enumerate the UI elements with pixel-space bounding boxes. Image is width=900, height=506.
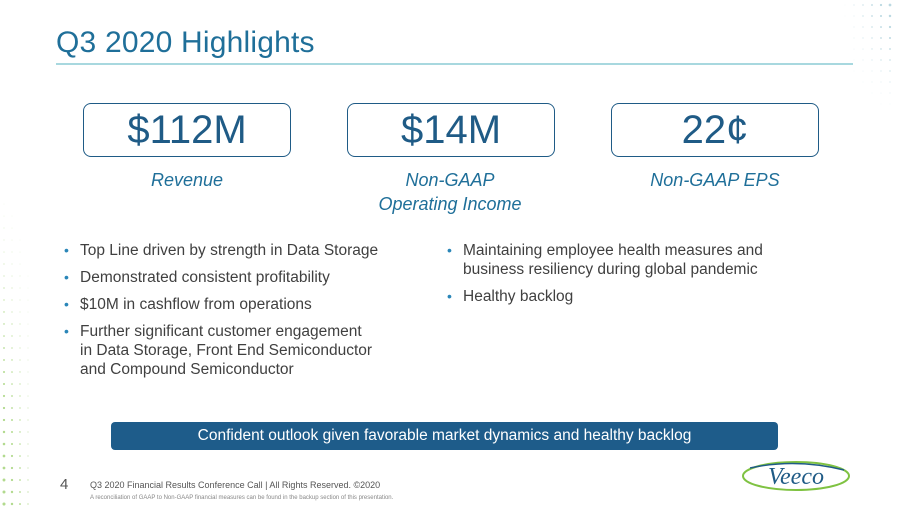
metric-eps-label: Non-GAAP EPS — [650, 170, 780, 190]
decorative-dot — [881, 82, 882, 83]
decorative-dot — [11, 359, 12, 360]
decorative-dot — [28, 324, 29, 325]
decorative-dot — [854, 16, 855, 17]
decorative-dot — [11, 395, 13, 397]
decorative-dot — [3, 383, 5, 385]
veeco-logo-icon — [740, 456, 852, 496]
decorative-dot — [872, 60, 873, 61]
decorative-dot — [3, 455, 6, 458]
decorative-dot — [3, 323, 4, 324]
decorative-dot — [3, 431, 5, 433]
decorative-dot — [28, 384, 29, 385]
decorative-dot — [863, 60, 864, 61]
decorative-dot — [20, 288, 21, 289]
decorative-dot — [880, 26, 882, 28]
decorative-dot — [27, 479, 28, 480]
decorative-dot — [3, 335, 5, 337]
decorative-dot — [11, 383, 13, 385]
decorative-dot — [890, 93, 891, 94]
decorative-dot — [20, 324, 21, 325]
decorative-dot — [3, 359, 5, 361]
decorative-dot — [12, 228, 13, 229]
decorative-dot — [863, 49, 864, 50]
footer-note: A reconciliation of GAAP to Non-GAAP financial measures can be found in the backup section of this presentation. — [90, 495, 394, 501]
decorative-dot — [889, 26, 891, 28]
outlook-banner: Confident outlook given favorable market dynamics and healthy backlog — [111, 422, 778, 450]
decorative-dot — [11, 407, 13, 409]
decorative-dot — [871, 26, 872, 27]
decorative-dot — [880, 4, 882, 6]
decorative-dot — [880, 15, 882, 17]
metric-operating-income-box: $14M — [347, 103, 555, 157]
decorative-dot — [881, 93, 882, 94]
decorative-dot — [3, 443, 6, 446]
decorative-dot — [863, 38, 864, 39]
decorative-dot — [871, 4, 873, 6]
bullet-list-right — [445, 241, 825, 314]
decorative-dot — [880, 37, 882, 39]
decorative-dot — [862, 15, 863, 16]
decorative-dot — [28, 408, 29, 409]
decorative-dot — [28, 336, 29, 337]
decorative-dot — [872, 82, 873, 83]
decorative-dot — [19, 359, 20, 360]
decorative-dot — [3, 371, 5, 373]
decorative-dot — [11, 371, 13, 373]
decorative-dot — [3, 491, 6, 494]
decorative-dot — [889, 59, 890, 60]
decorative-dot — [28, 432, 29, 433]
page-title: Q3 2020 Highlights — [56, 26, 315, 59]
decorative-dot — [19, 371, 20, 372]
decorative-dot — [3, 347, 5, 349]
decorative-dot — [19, 431, 20, 432]
decorative-dot — [20, 264, 21, 265]
decorative-dot — [19, 479, 21, 481]
decorative-dot — [27, 443, 28, 444]
decorative-dot — [19, 383, 20, 384]
decorative-dot — [11, 323, 12, 324]
decorative-dot — [11, 335, 12, 336]
decorative-dot — [889, 70, 890, 71]
decorative-dot — [3, 395, 5, 397]
decorative-dot — [4, 228, 5, 229]
logo-wordmark: Veeco — [768, 464, 824, 490]
decorative-dot — [28, 420, 29, 421]
decorative-dot — [11, 311, 12, 312]
title-divider — [56, 63, 853, 65]
page-number: 4 — [60, 476, 69, 493]
list-item: • $10M in cashflow from operations — [62, 295, 422, 314]
decorative-dot — [28, 360, 29, 361]
decorative-dot — [19, 503, 21, 505]
decorative-dot — [871, 15, 873, 17]
list-item: • Further significant customer engagement in Data Storage, Front End Semiconductor and Compound Semiconductor — [62, 322, 422, 379]
decorative-dot — [3, 407, 5, 409]
metric-revenue-box: $112M — [83, 103, 291, 157]
decorative-dot — [854, 27, 855, 28]
decorative-dot — [19, 419, 20, 420]
decorative-dot — [19, 455, 21, 457]
decorative-dot — [11, 419, 13, 421]
decorative-dot — [28, 312, 29, 313]
decorative-dot — [28, 396, 29, 397]
decorative-dot — [889, 4, 892, 7]
decorative-dot — [28, 348, 29, 349]
decorative-dot — [19, 347, 20, 348]
decorative-dot — [889, 37, 891, 39]
list-item: • Maintaining employee health measures and business resiliency during global pandemic — [445, 241, 825, 279]
decorative-dot — [19, 407, 20, 408]
bullet-list-left — [62, 241, 422, 387]
decorative-dot — [12, 276, 13, 277]
decorative-dot — [880, 70, 881, 71]
list-item: • Healthy backlog — [445, 287, 825, 306]
decorative-dot — [27, 467, 28, 468]
decorative-dot — [871, 37, 872, 38]
decorative-dot — [11, 455, 13, 457]
decorative-dot — [854, 5, 855, 6]
decorative-dot — [19, 467, 21, 469]
decorative-dot — [872, 71, 873, 72]
decorative-dot — [11, 347, 12, 348]
decorative-dot — [20, 300, 21, 301]
footer-text: Q3 2020 Financial Results Conference Call | All Rights Reserved. ©2020 — [90, 480, 381, 490]
decorative-dot — [3, 287, 4, 288]
decorative-dot — [11, 299, 12, 300]
decorative-dot — [863, 71, 864, 72]
decorative-dot — [11, 479, 13, 481]
list-item: • Top Line driven by strength in Data Storage — [62, 241, 422, 260]
decorative-dot — [862, 4, 863, 5]
decorative-dot — [27, 455, 28, 456]
decorative-dot — [12, 288, 13, 289]
decorative-dot — [12, 240, 13, 241]
decorative-dot — [11, 503, 13, 505]
decorative-dot — [3, 299, 4, 300]
decorative-dot — [19, 491, 21, 493]
decorative-dot — [11, 467, 13, 469]
decorative-dot — [862, 26, 863, 27]
decorative-dot — [20, 252, 21, 253]
decorative-dot — [28, 300, 29, 301]
decorative-dot — [3, 419, 5, 421]
decorative-dot — [19, 443, 21, 445]
decorative-dot — [854, 49, 855, 50]
decorative-dot — [11, 443, 13, 445]
decorative-dot — [27, 491, 28, 492]
decorative-dot — [20, 336, 21, 337]
decorative-dot — [12, 252, 13, 253]
decorative-dot — [20, 276, 21, 277]
metric-operating-income-label: Non-GAAP Operating Income — [378, 170, 522, 214]
decorative-dot — [4, 240, 5, 241]
decorative-dot — [12, 264, 13, 265]
decorative-dot — [19, 395, 20, 396]
list-item: • Demonstrated consistent profitability — [62, 268, 422, 287]
decorative-dot — [3, 467, 6, 470]
decorative-dot — [3, 479, 6, 482]
decorative-dot — [27, 503, 28, 504]
decorative-dot — [889, 48, 891, 50]
decorative-dot — [890, 82, 891, 83]
decorative-dots-right — [830, 0, 900, 130]
decorative-dot — [4, 216, 5, 217]
decorative-dot — [11, 431, 13, 433]
decorative-dot — [20, 312, 21, 313]
decorative-dot — [2, 502, 5, 505]
metric-eps-box: 22¢ — [611, 103, 819, 157]
metric-revenue-label: Revenue — [150, 170, 224, 190]
decorative-dot — [11, 491, 13, 493]
decorative-dot — [3, 311, 4, 312]
decorative-dot — [4, 264, 5, 265]
decorative-dot — [889, 15, 891, 17]
decorative-dot — [4, 252, 5, 253]
decorative-dot — [28, 372, 29, 373]
decorative-dots-left — [0, 150, 40, 506]
decorative-dot — [854, 38, 855, 39]
decorative-dot — [880, 59, 881, 60]
decorative-dot — [3, 275, 4, 276]
decorative-dot — [871, 48, 872, 49]
decorative-dot — [880, 48, 881, 49]
